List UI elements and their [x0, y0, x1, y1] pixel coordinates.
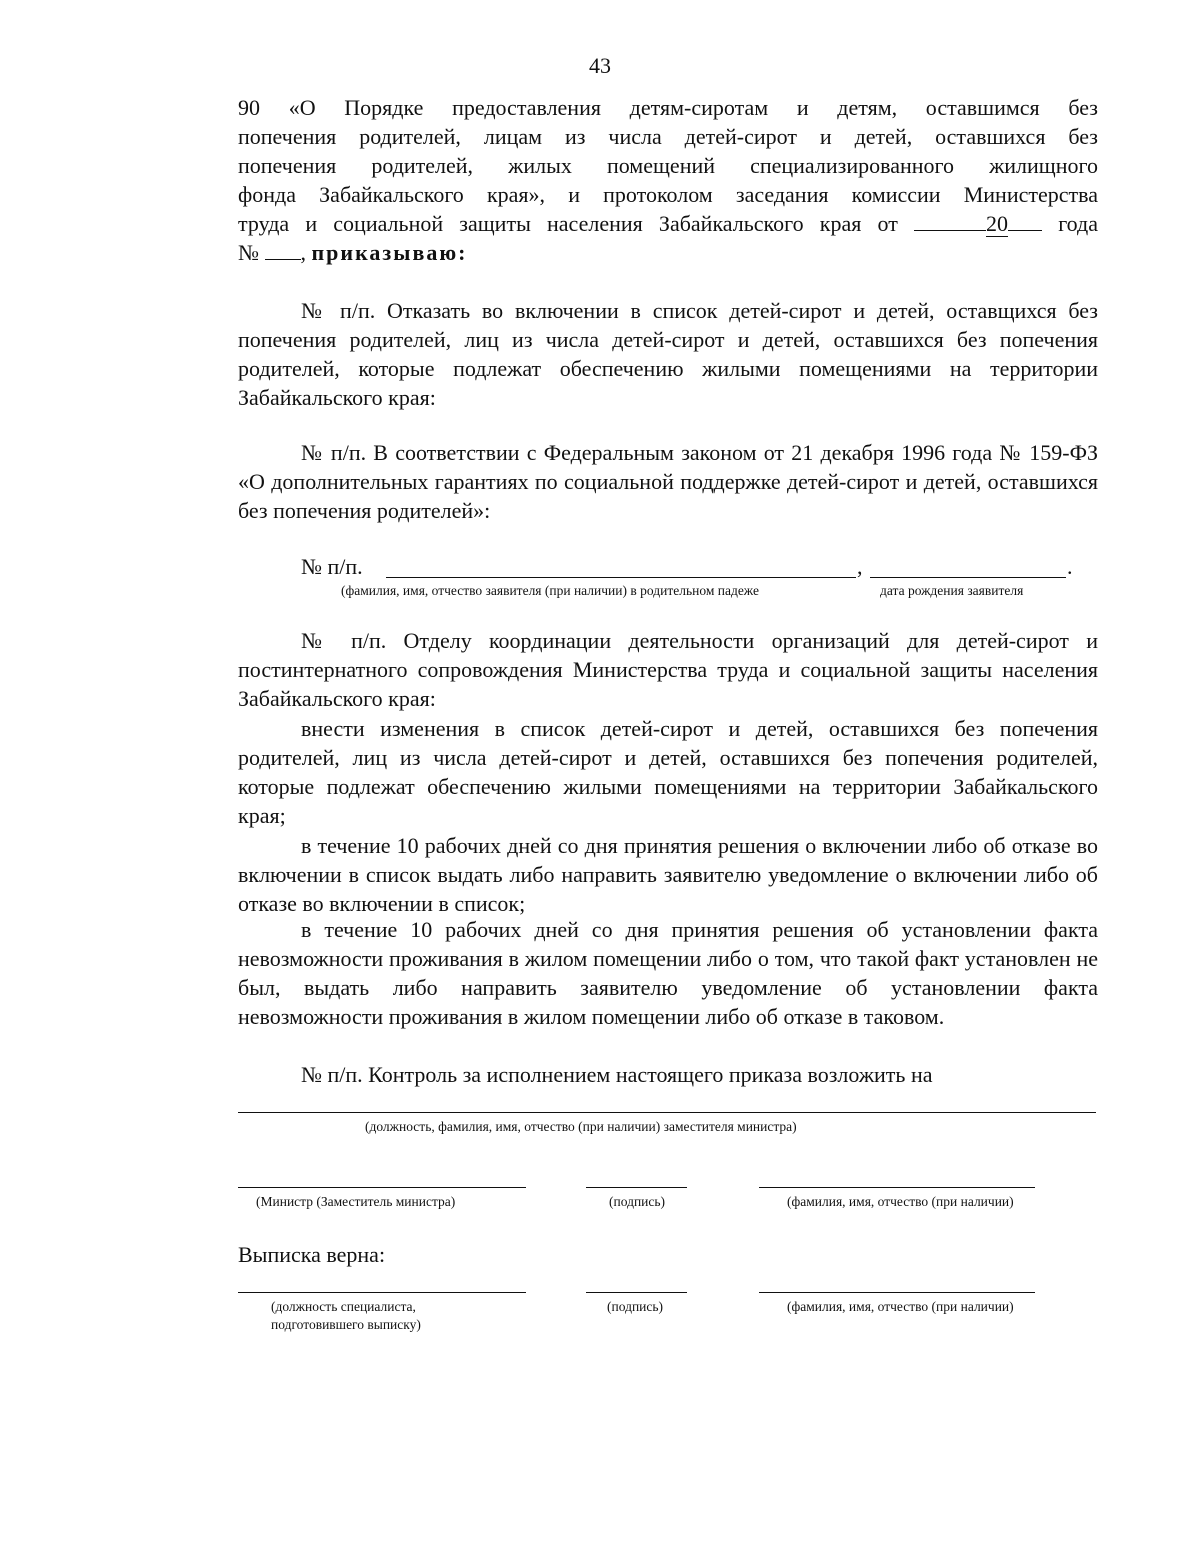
- date-year-prefix: 20: [986, 211, 1009, 236]
- intro-line-5-end: года: [1058, 211, 1098, 236]
- sig2-caption-signature: (подпись): [607, 1299, 664, 1314]
- caption-applicant-birth: дата рождения заявителя: [880, 583, 1024, 598]
- sig1-name-line: [759, 1187, 1035, 1188]
- changes-paragraph: внести изменения в список детей-сирот и детей, оставшихся без попечения родителей, лиц из числа детей-сирот и детей, оставшихся без попечения родителей, которые подлежат обеспечению жилыми помещениями на территории Забайкальского края;: [238, 716, 1098, 828]
- order-keyword: приказываю:: [311, 240, 468, 265]
- sig2-caption-name: (фамилия, имя, отчество (при наличии): [787, 1299, 1014, 1314]
- date-day-blank: [914, 212, 986, 231]
- order-number-blank: [265, 241, 301, 260]
- intro-line-4: фонда Забайкальского края», и протоколом заседания комиссии Министерства: [238, 182, 1098, 207]
- refuse-paragraph: № п/п. Отказать во включении в список детей-сирот и детей, оставщихся без попечения родителей, лиц из числа детей-сирот и детей, оставшихся без попечения родителей, которые подлежат обеспечению жилыми помещениями на территории Забайкальского края:: [238, 298, 1098, 410]
- sig2-caption-position-2: подготовившего выписку): [271, 1317, 421, 1332]
- sig1-position-line: [238, 1187, 526, 1188]
- deputy-line: [238, 1112, 1096, 1113]
- sig2-signature-line: [586, 1292, 687, 1293]
- number-sign: №: [238, 240, 259, 265]
- intro-line-2: попечения родителей, лицам из числа детей-сирот и детей, оставшихся без: [238, 124, 1098, 149]
- extract-label: Выписка верна:: [238, 1242, 386, 1267]
- sig2-name-line: [759, 1292, 1035, 1293]
- sig1-signature-line: [586, 1187, 687, 1188]
- caption-deputy: (должность, фамилия, имя, отчество (при наличии) заместителя министра): [365, 1119, 797, 1134]
- intro-line-6: [238, 238, 1098, 267]
- page-number: 43: [589, 53, 611, 78]
- intro-line-5: [238, 209, 1098, 238]
- notice-2-paragraph: в течение 10 рабочих дней со дня принятия решения об установлении факта невозможности проживания в жилом помещении либо о том, что такой факт установлен не был, выдать либо направить заявителю уведомление об установлении факта невозможности проживания в жилом помещении либо об отказе в таковом.: [238, 917, 1098, 1029]
- applicant-period: .: [1067, 554, 1073, 579]
- intro-line-5-text: труда и социальной защиты населения Забайкальского края от: [238, 211, 898, 236]
- intro-line-3: попечения родителей, жилых помещений специализированного жилищного: [238, 153, 1098, 178]
- applicant-birth-line: [870, 577, 1066, 578]
- applicant-prefix: № п/п.: [301, 554, 363, 579]
- sig2-position-line: [238, 1292, 526, 1293]
- control-paragraph: № п/п. Контроль за исполнением настоящего приказа возложить на: [301, 1062, 933, 1087]
- department-paragraph: № п/п. Отделу координации деятельности организаций для детей-сирот и постинтернатного сопровождения Министерства труда и социальной защиты населения Забайкальского края:: [238, 628, 1098, 711]
- intro-line-1: 90 «О Порядке предоставления детям-сиротам и детям, оставшимся без: [238, 95, 1098, 120]
- applicant-comma: ,: [857, 554, 863, 579]
- sig2-caption-position-1: (должность специалиста,: [271, 1299, 416, 1314]
- sig1-caption-signature: (подпись): [609, 1194, 666, 1209]
- sig1-caption-name: (фамилия, имя, отчество (при наличии): [787, 1194, 1014, 1209]
- law-paragraph: № п/п. В соответствии с Федеральным законом от 21 декабря 1996 года № 159-ФЗ «О дополнительных гарантиях по социальной поддержке детей-сирот и детей, оставшихся без попечения родителей»:: [238, 440, 1098, 523]
- notice-1-paragraph: в течение 10 рабочих дней со дня принятия решения о включении либо об отказе во включении в список выдать либо направить заявителю уведомление о включении либо об отказе во включении в список;: [238, 833, 1098, 916]
- date-year-blank: [1008, 212, 1042, 231]
- intro-paragraph: [238, 93, 1098, 267]
- date-field: [914, 211, 1042, 236]
- caption-applicant-name: (фамилия, имя, отчество заявителя (при наличии) в родительном падеже: [341, 583, 759, 598]
- order-comma: ,: [300, 240, 306, 265]
- applicant-name-line: [386, 577, 856, 578]
- sig1-caption-position: (Министр (Заместитель министра): [256, 1194, 456, 1209]
